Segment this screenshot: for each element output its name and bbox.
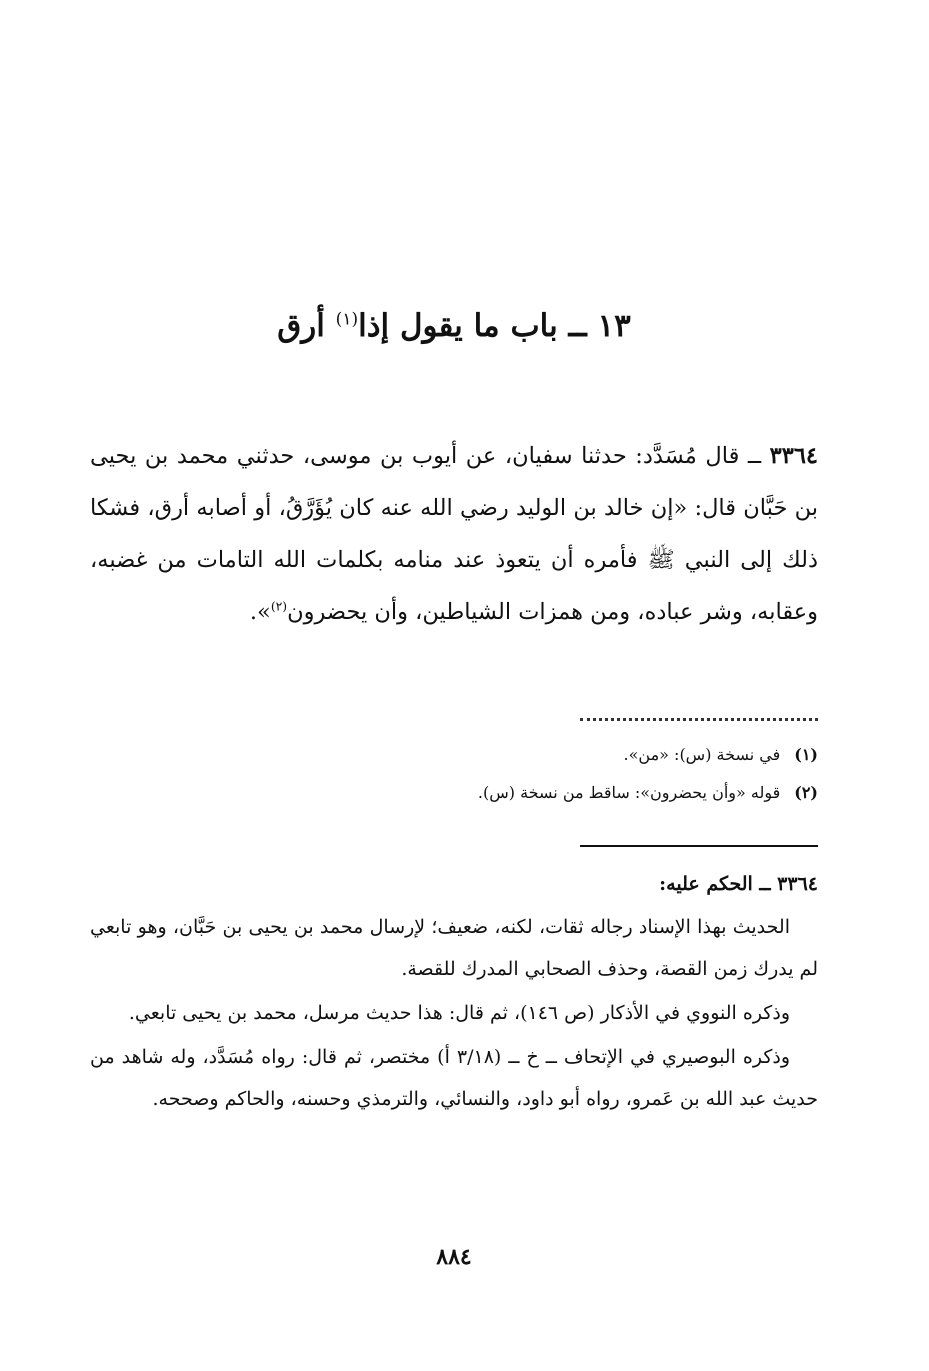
ruling-paragraph-text: وذكره البوصيري في الإتحاف ــ خ ــ (٣/١٨ أ) مختصر، ثم قال: رواه مُسَدَّد، وله شاهد من حديث عبد الله بن عَمرو، رواه أبو داود، والنسائي، والترمذي وحسنه، والحاكم وصححه. <box>90 1046 818 1110</box>
hadith-dash: ــ <box>747 443 762 469</box>
ruling-paragraph-text: الحديث بهذا الإسناد رجاله ثقات، لكنه، ضعيف؛ لإرسال محمد بن يحيى بن حَبَّان، وهو تابعي لم يدرك زمن القصة، وحذف الصحابي المدرك للقصة. <box>90 916 818 980</box>
ruling-paragraph-text: وذكره النووي في الأذكار (ص ١٤٦)، ثم قال: هذا حديث مرسل، محمد بن يحيى تابعي. <box>128 1002 790 1024</box>
footnote-item <box>90 774 818 812</box>
ruling-paragraph <box>90 906 818 990</box>
footnote-separator <box>580 706 818 721</box>
footnote-mark: (٢) <box>794 783 818 802</box>
footnotes-list <box>90 736 818 812</box>
commentary-separator <box>580 845 818 847</box>
page-number: ٨٨٤ <box>436 1244 472 1270</box>
hadith-footnote-ref: (٢) <box>270 599 288 614</box>
hadith-text <box>90 430 818 638</box>
chapter-title <box>90 296 818 356</box>
hadith-number: ٣٣٦٤ <box>769 443 818 469</box>
chapter-footnote-ref: (١) <box>335 309 359 330</box>
ruling-section <box>90 862 818 1120</box>
book-page <box>90 0 818 1371</box>
footnote-text: في نسخة (س): «من». <box>623 745 781 764</box>
footnote-text: قوله «وأن يحضرون»: ساقط من نسخة (س). <box>477 783 781 802</box>
ruling-paragraph <box>90 1036 818 1120</box>
ruling-heading: ٣٣٦٤ ــ الحكم عليه: <box>659 873 818 895</box>
chapter-title-text: ١٣ ــ باب ما يقول إذا <box>358 308 631 344</box>
hadith-body: قال مُسَدَّد: حدثنا سفيان، عن أيوب بن موسى، حدثني محمد بن يحيى بن حَبَّان قال: «إن خالد بن الوليد رضي الله عنه كان يُؤَرَّقُ، أو أصابه أرق، فشكا ذلك إلى النبي ﷺ فأمره أن يتعوذ عند منامه بكلمات الله التامات من غضبه، وعقابه، وشر عباده، ومن همزات الشياطين، وأن يحضرون <box>90 443 818 625</box>
ruling-paragraph <box>90 992 818 1034</box>
footnote-mark: (١) <box>794 745 818 764</box>
hadith-closing: ». <box>249 599 271 625</box>
footnote-item <box>90 736 818 774</box>
chapter-title-end: أرق <box>277 308 325 344</box>
